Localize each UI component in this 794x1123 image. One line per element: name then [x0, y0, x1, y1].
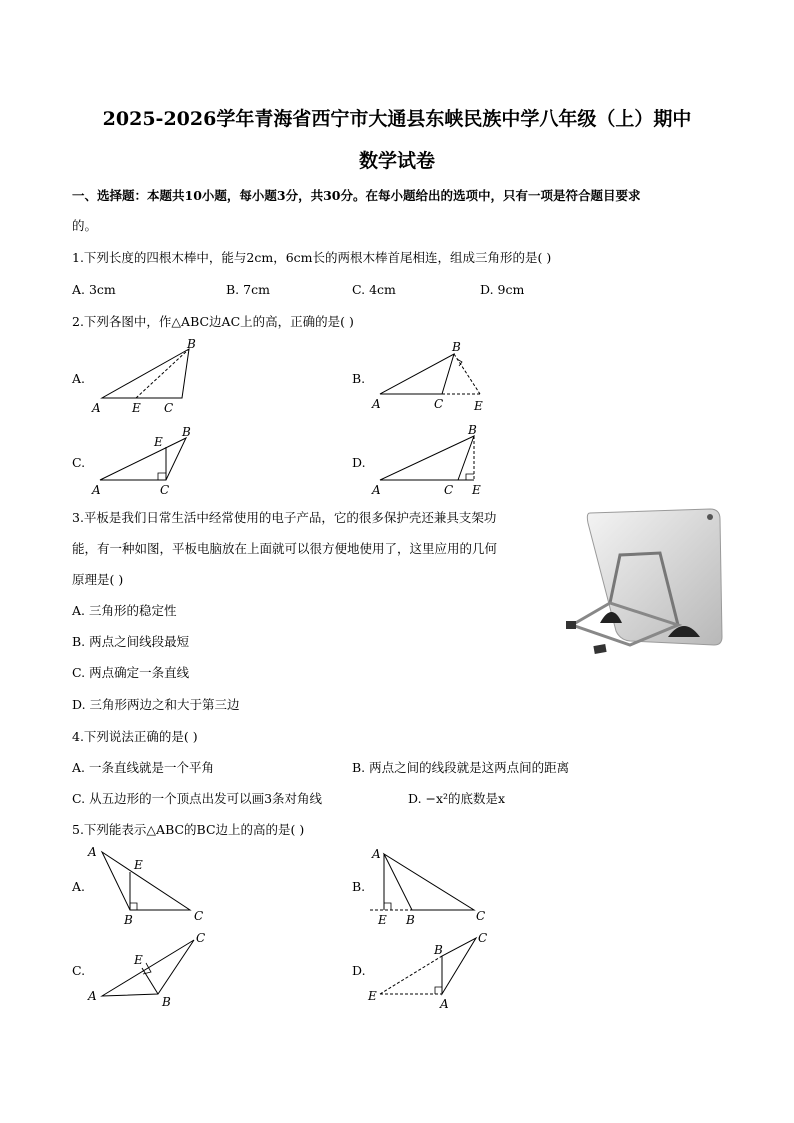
q5b-point-e: E — [378, 913, 387, 927]
q3-option-b[interactable]: B. 两点之间线段最短 — [72, 634, 190, 649]
q5-figure-d — [366, 928, 506, 1012]
q2c-point-c: C — [160, 483, 170, 497]
q5d-point-b: B — [434, 943, 443, 957]
q3-stem-line3: 原理是( ) — [72, 572, 124, 587]
q4-option-d[interactable]: D. −x²的底数是x — [408, 791, 506, 806]
q5c-point-b: B — [162, 995, 171, 1009]
q5-figure-b — [366, 844, 496, 928]
q1-option-a[interactable]: A. 3cm — [72, 282, 116, 297]
q2d-point-b: B — [468, 423, 477, 437]
q5-figure-c — [86, 928, 216, 1012]
q2a-point-a: A — [92, 401, 101, 415]
q2d-point-e: E — [472, 483, 481, 497]
q2-figure-a — [90, 338, 210, 418]
q5b-point-b: B — [406, 913, 415, 927]
q5d-point-c: C — [478, 931, 488, 945]
exam-title-line2: 数学试卷 — [358, 150, 435, 172]
q3-option-a[interactable]: A. 三角形的稳定性 — [72, 603, 177, 618]
q2b-point-e: E — [474, 399, 483, 413]
q2a-point-e: E — [132, 401, 141, 415]
q2a-point-b: B — [187, 337, 196, 351]
q5-option-c-label[interactable]: C. — [72, 963, 86, 978]
section1-instructions-line1: 一、选择题：本题共10小题，每小题3分，共30分。在每小题给出的选项中，只有一项是符合题目要求 — [72, 188, 641, 203]
q5a-point-c: C — [194, 909, 204, 923]
q2-option-c-label[interactable]: C. — [72, 455, 86, 470]
q5c-point-c: C — [196, 931, 206, 945]
q2-option-a-label[interactable]: A. — [72, 371, 86, 386]
q1-option-b[interactable]: B. 7cm — [226, 282, 270, 297]
tablet-stand-image — [560, 505, 730, 665]
q5-stem: 5.下列能表示△ABC的BC边上的高的是( ) — [72, 822, 305, 837]
q5-option-a-label[interactable]: A. — [72, 879, 86, 894]
q5a-point-a: A — [88, 845, 97, 859]
q2c-point-a: A — [92, 483, 101, 497]
q2-option-d-label[interactable]: D. — [352, 455, 366, 470]
q2b-point-b: B — [452, 340, 461, 354]
q4-option-c[interactable]: C. 从五边形的一个顶点出发可以画3条对角线 — [72, 791, 323, 806]
section1-instructions-line2: 的。 — [72, 218, 98, 233]
q4-option-a[interactable]: A. 一条直线就是一个平角 — [72, 760, 214, 775]
q2c-point-e: E — [154, 435, 163, 449]
q3-stem-line1: 3.平板是我们日常生活中经常使用的电子产品，它的很多保护壳还兼具支架功 — [72, 510, 497, 525]
q2-figure-b — [368, 338, 498, 418]
q5b-point-a: A — [372, 847, 381, 861]
q5d-point-a: A — [440, 997, 449, 1011]
q5-option-d-label[interactable]: D. — [352, 963, 366, 978]
q2b-point-a: A — [372, 397, 381, 411]
q3-option-c[interactable]: C. 两点确定一条直线 — [72, 665, 190, 680]
q3-stem-line2: 能，有一种如图，平板电脑放在上面就可以很方便地使用了，这里应用的几何 — [72, 541, 498, 556]
q5c-point-a: A — [88, 989, 97, 1003]
q2-figure-d — [368, 424, 498, 500]
q2d-point-c: C — [444, 483, 454, 497]
q2-stem: 2.下列各图中，作△ABC边AC上的高，正确的是( ) — [72, 314, 354, 329]
exam-title-line1: 2025-2026学年青海省西宁市大通县东峡民族中学八年级（上）期中 — [102, 108, 692, 130]
q5a-point-b: B — [124, 913, 133, 927]
q3-option-d[interactable]: D. 三角形两边之和大于第三边 — [72, 697, 240, 712]
q1-stem: 1.下列长度的四根木棒中，能与2cm，6cm长的两根木棒首尾相连，组成三角形的是( ) — [72, 250, 552, 265]
q2-option-b-label[interactable]: B. — [352, 371, 366, 386]
q5c-point-e: E — [134, 953, 143, 967]
q2a-point-c: C — [164, 401, 174, 415]
q4-option-b[interactable]: B. 两点之间的线段就是这两点间的距离 — [352, 760, 570, 775]
q1-option-c[interactable]: C. 4cm — [352, 282, 396, 297]
q5b-point-c: C — [476, 909, 486, 923]
q2b-point-c: C — [434, 397, 444, 411]
q5d-point-e: E — [368, 989, 377, 1003]
q2c-point-b: B — [182, 425, 191, 439]
q5-figure-a — [86, 844, 216, 928]
q4-stem: 4.下列说法正确的是( ) — [72, 729, 198, 744]
q2-figure-c — [90, 424, 210, 500]
q1-option-d[interactable]: D. 9cm — [480, 282, 525, 297]
q2d-point-a: A — [372, 483, 381, 497]
q5-option-b-label[interactable]: B. — [352, 879, 366, 894]
q5a-point-e: E — [134, 858, 143, 872]
